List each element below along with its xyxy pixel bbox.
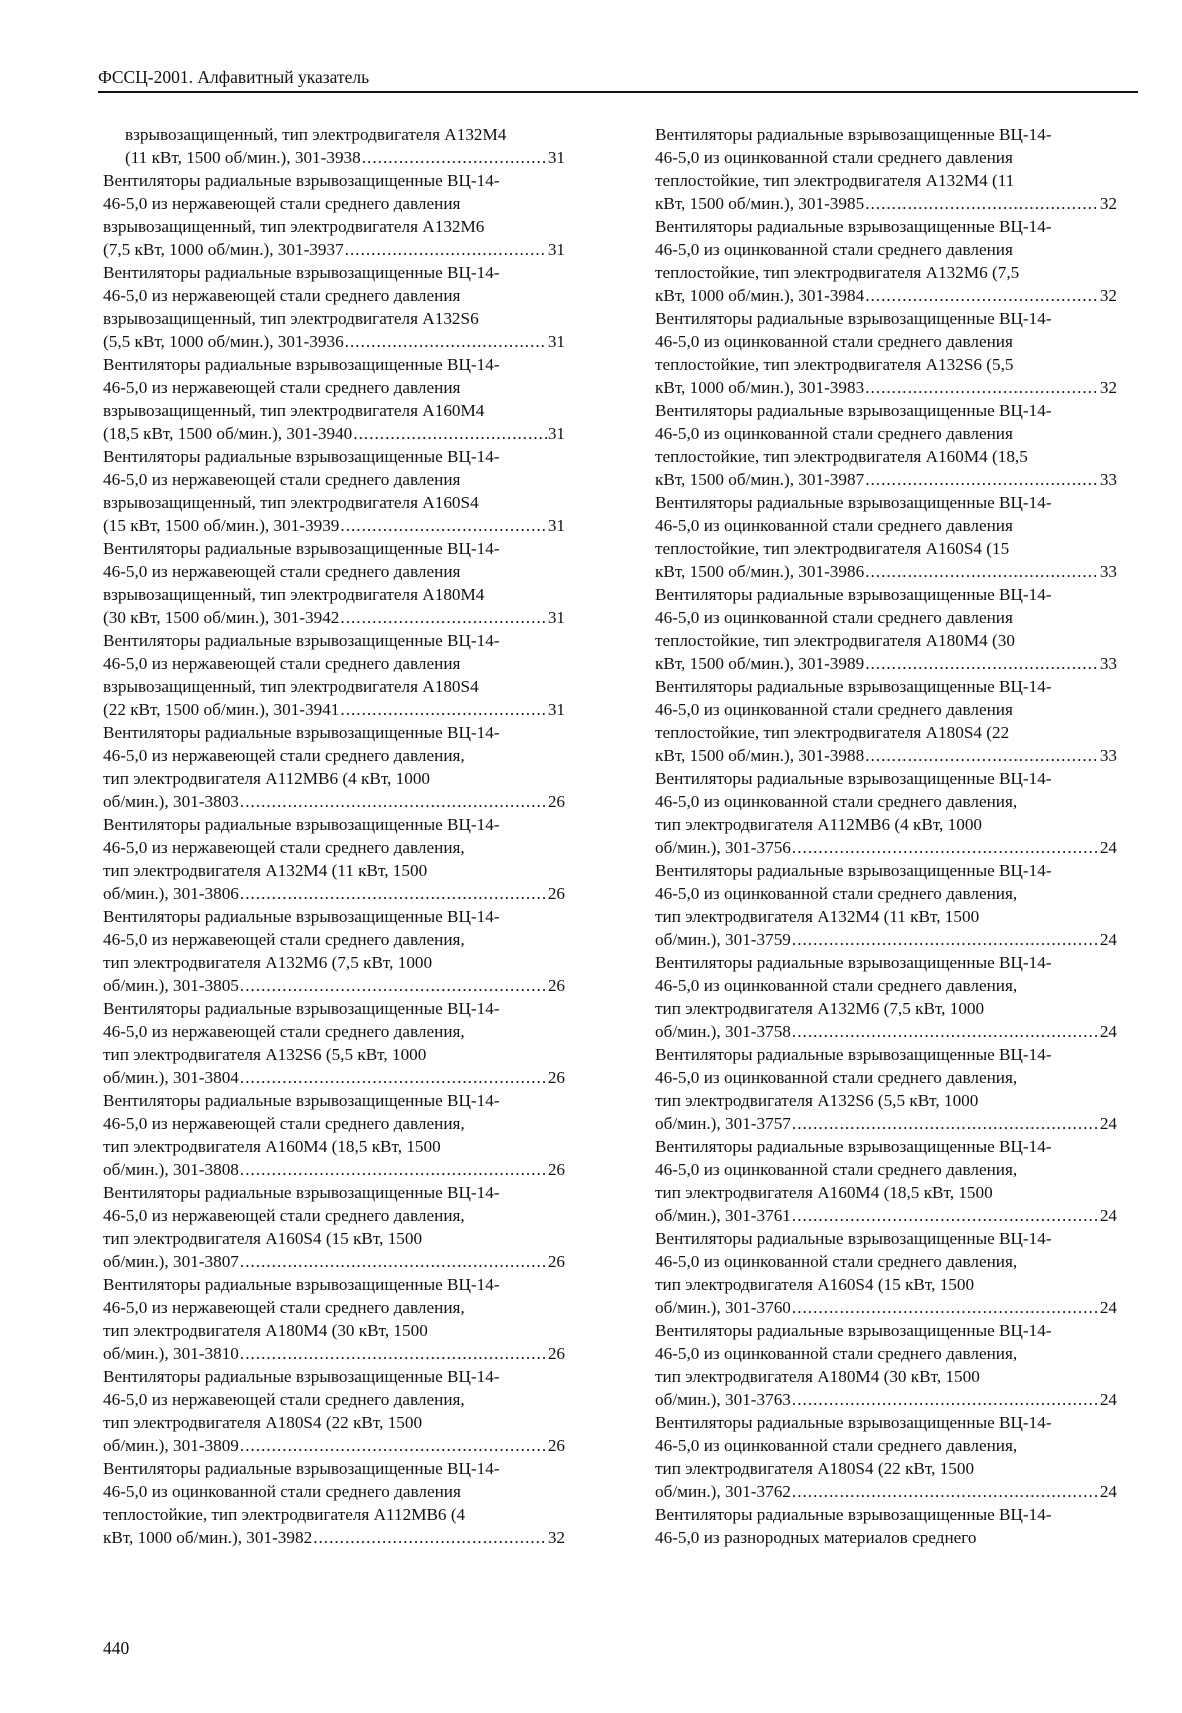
entry-locator-line: [655, 468, 1117, 491]
entry-code: об/мин.), 301-3757: [655, 1114, 791, 1133]
entry-code: об/мин.), 301-3758: [655, 1022, 791, 1041]
entry-page-ref: 31: [547, 240, 565, 259]
dot-leader: [345, 238, 547, 261]
entry-page-ref: 24: [1099, 1298, 1117, 1317]
entry-page-ref: 31: [547, 332, 565, 351]
entry-page-ref: 32: [1099, 378, 1117, 397]
dot-leader: [340, 606, 546, 629]
entry-text-line: 46-5,0 из оцинкованной стали среднего давления: [655, 148, 1013, 167]
entry-text-line: Вентиляторы радиальные взрывозащищенные ВЦ-14-: [103, 631, 500, 650]
entry-code: (5,5 кВт, 1000 об/мин.), 301-3936: [103, 332, 344, 351]
dot-leader: [792, 836, 1099, 859]
entry-text-line: 46-5,0 из оцинкованной стали среднего давления: [655, 424, 1013, 443]
entry-text-line: тип электродвигателя А112МВ6 (4 кВт, 1000: [103, 769, 431, 788]
index-entry: [103, 1181, 565, 1273]
entry-text-line: Вентиляторы радиальные взрывозащищенные ВЦ-14-: [655, 309, 1052, 328]
entry-text-line: Вентиляторы радиальные взрывозащищенные ВЦ-14-: [103, 263, 500, 282]
entry-locator-line: [103, 1250, 565, 1273]
entry-page-ref: 32: [1099, 286, 1117, 305]
entry-code: кВт, 1000 об/мин.), 301-3983: [655, 378, 865, 397]
entry-page-ref: 24: [1099, 1206, 1117, 1225]
index-column-right: [655, 123, 1117, 1549]
entry-text-line: тип электродвигателя А132М6 (7,5 кВт, 1000: [655, 999, 985, 1018]
entry-text-line: Вентиляторы радиальные взрывозащищенные ВЦ-14-: [103, 815, 500, 834]
entry-locator-line: [655, 1388, 1117, 1411]
entry-text-line: взрывозащищенный, тип электродвигателя А160М4: [103, 401, 485, 420]
index-entry: [655, 951, 1117, 1043]
entry-code: об/мин.), 301-3808: [103, 1160, 239, 1179]
entry-locator-line: [655, 652, 1117, 675]
entry-text-line: Вентиляторы радиальные взрывозащищенные ВЦ-14-: [655, 1413, 1052, 1432]
entry-text-line: 46-5,0 из разнородных материалов среднего: [655, 1528, 977, 1547]
index-entry: [655, 675, 1117, 767]
entry-page-ref: 26: [547, 976, 565, 995]
entry-text-line: 46-5,0 из оцинкованной стали среднего давления,: [655, 884, 1018, 903]
entry-text-line: тип электродвигателя А160S4 (15 кВт, 1500: [655, 1275, 975, 1294]
entry-code: об/мин.), 301-3763: [655, 1390, 791, 1409]
entry-page-ref: 31: [547, 148, 565, 167]
entry-locator-line: [103, 1066, 565, 1089]
entry-text-line: Вентиляторы радиальные взрывозащищенные ВЦ-14-: [103, 447, 500, 466]
entry-text-line: 46-5,0 из нержавеющей стали среднего давления: [103, 286, 461, 305]
dot-leader: [345, 330, 547, 353]
entry-code: об/мин.), 301-3760: [655, 1298, 791, 1317]
entry-page-ref: 33: [1099, 746, 1117, 765]
entry-page-ref: 32: [1099, 194, 1117, 213]
entry-text-line: Вентиляторы радиальные взрывозащищенные ВЦ-14-: [103, 907, 500, 926]
index-entry: [103, 721, 565, 813]
entry-text-line: Вентиляторы радиальные взрывозащищенные ВЦ-14-: [655, 1321, 1052, 1340]
entry-locator-line: [103, 698, 565, 721]
dot-leader: [313, 1526, 547, 1549]
entry-text-line: тип электродвигателя А180S4 (22 кВт, 1500: [655, 1459, 975, 1478]
entry-text-line: Вентиляторы радиальные взрывозащищенные ВЦ-14-: [655, 585, 1052, 604]
entry-locator-line: [655, 1296, 1117, 1319]
entry-text-line: теплостойкие, тип электродвигателя А112МВ6 (4: [103, 1505, 466, 1524]
entry-text-line: 46-5,0 из нержавеющей стали среднего давления,: [103, 1390, 465, 1409]
entry-page-ref: 24: [1099, 1114, 1117, 1133]
index-entry: [103, 997, 565, 1089]
entry-text-line: тип электродвигателя А132М4 (11 кВт, 1500: [103, 861, 428, 880]
entry-text-line: Вентиляторы радиальные взрывозащищенные ВЦ-14-: [103, 539, 500, 558]
dot-leader: [792, 1112, 1099, 1135]
entry-code: кВт, 1500 об/мин.), 301-3988: [655, 746, 865, 765]
entry-text-line: Вентиляторы радиальные взрывозащищенные ВЦ-14-: [103, 999, 500, 1018]
entry-code: кВт, 1000 об/мин.), 301-3984: [655, 286, 865, 305]
entry-text-line: тип электродвигателя А180М4 (30 кВт, 1500: [103, 1321, 428, 1340]
index-entry: [655, 215, 1117, 307]
entry-locator-line: [655, 836, 1117, 859]
entry-text-line: Вентиляторы радиальные взрывозащищенные ВЦ-14-: [655, 677, 1052, 696]
entry-text-line: 46-5,0 из оцинкованной стали среднего давления,: [655, 1436, 1018, 1455]
entry-text-line: 46-5,0 из оцинкованной стали среднего давления: [103, 1482, 461, 1501]
dot-leader: [792, 1480, 1099, 1503]
dot-leader: [792, 1020, 1099, 1043]
entry-text-line: 46-5,0 из оцинкованной стали среднего давления: [655, 240, 1013, 259]
entry-locator-line: [655, 192, 1117, 215]
entry-locator-line: [103, 1526, 565, 1549]
entry-text-line: 46-5,0 из нержавеющей стали среднего давления,: [103, 1114, 465, 1133]
entry-text-line: 46-5,0 из нержавеющей стали среднего давления,: [103, 838, 465, 857]
entry-page-ref: 26: [547, 1344, 565, 1363]
entry-text-line: Вентиляторы радиальные взрывозащищенные ВЦ-14-: [655, 401, 1052, 420]
entry-text-line: тип электродвигателя А132М6 (7,5 кВт, 1000: [103, 953, 433, 972]
index-entry: [103, 1273, 565, 1365]
entry-page-ref: 26: [547, 1068, 565, 1087]
entry-code: (7,5 кВт, 1000 об/мин.), 301-3937: [103, 240, 344, 259]
entry-text-line: 46-5,0 из нержавеющей стали среднего давления,: [103, 746, 465, 765]
dot-leader: [240, 882, 547, 905]
dot-leader: [240, 974, 547, 997]
entry-locator-line: [103, 514, 565, 537]
dot-leader: [865, 744, 1099, 767]
entry-text-line: Вентиляторы радиальные взрывозащищенные ВЦ-14-: [103, 171, 500, 190]
entry-text-line: Вентиляторы радиальные взрывозащищенные ВЦ-14-: [655, 1505, 1052, 1524]
entry-text-line: 46-5,0 из нержавеющей стали среднего давления,: [103, 1022, 465, 1041]
index-entry: [103, 1365, 565, 1457]
index-entry: [103, 813, 565, 905]
dot-leader: [865, 192, 1099, 215]
entry-locator-line: [103, 606, 565, 629]
dot-leader: [240, 790, 547, 813]
entry-text-line: 46-5,0 из оцинкованной стали среднего давления: [655, 608, 1013, 627]
entry-locator-line: [103, 1434, 565, 1457]
entry-text-line: тип электродвигателя А132М4 (11 кВт, 1500: [655, 907, 980, 926]
entry-page-ref: 26: [547, 792, 565, 811]
entry-text-line: Вентиляторы радиальные взрывозащищенные ВЦ-14-: [655, 953, 1052, 972]
entry-code: (11 кВт, 1500 об/мин.), 301-3938: [125, 148, 361, 167]
entry-page-ref: 26: [547, 884, 565, 903]
entry-page-ref: 24: [1099, 930, 1117, 949]
entry-text-line: тип электродвигателя А180М4 (30 кВт, 1500: [655, 1367, 980, 1386]
entry-text-line: Вентиляторы радиальные взрывозащищенные ВЦ-14-: [655, 1229, 1052, 1248]
entry-text-line: теплостойкие, тип электродвигателя А132М6 (7,5: [655, 263, 1020, 282]
entry-text-line: тип электродвигателя А160М4 (18,5 кВт, 1500: [655, 1183, 993, 1202]
entry-text-line: 46-5,0 из оцинкованной стали среднего давления,: [655, 792, 1018, 811]
index-entry: [655, 399, 1117, 491]
entry-page-ref: 32: [547, 1528, 565, 1547]
entry-code: об/мин.), 301-3759: [655, 930, 791, 949]
entry-text-line: 46-5,0 из нержавеющей стали среднего давления,: [103, 930, 465, 949]
entry-text-line: тип электродвигателя А112МВ6 (4 кВт, 1000: [655, 815, 983, 834]
entry-text-line: 46-5,0 из нержавеющей стали среднего давления,: [103, 1298, 465, 1317]
entry-code: об/мин.), 301-3804: [103, 1068, 239, 1087]
entry-text-line: Вентиляторы радиальные взрывозащищенные ВЦ-14-: [103, 355, 500, 374]
entry-text-line: взрывозащищенный, тип электродвигателя А180М4: [103, 585, 485, 604]
entry-text-line: Вентиляторы радиальные взрывозащищенные ВЦ-14-: [655, 769, 1052, 788]
entry-page-ref: 31: [547, 608, 565, 627]
entry-code: кВт, 1500 об/мин.), 301-3989: [655, 654, 865, 673]
entry-text-line: 46-5,0 из нержавеющей стали среднего давления: [103, 194, 461, 213]
entry-code: кВт, 1500 об/мин.), 301-3986: [655, 562, 865, 581]
dot-leader: [240, 1066, 547, 1089]
entry-text-line: 46-5,0 из оцинкованной стали среднего давления: [655, 332, 1013, 351]
entry-text-line: взрывозащищенный, тип электродвигателя А160S4: [103, 493, 479, 512]
entry-text-line: Вентиляторы радиальные взрывозащищенные ВЦ-14-: [655, 217, 1052, 236]
entry-locator-line: [655, 744, 1117, 767]
entry-code: (18,5 кВт, 1500 об/мин.), 301-3940: [103, 424, 353, 443]
entry-code: об/мин.), 301-3756: [655, 838, 791, 857]
entry-locator-line: [103, 1342, 565, 1365]
entry-text-line: взрывозащищенный, тип электродвигателя А132S6: [103, 309, 479, 328]
index-entry: [655, 1411, 1117, 1503]
index-entry: [103, 353, 565, 445]
entry-page-ref: 26: [547, 1252, 565, 1271]
dot-leader: [340, 698, 546, 721]
entry-code: об/мин.), 301-3810: [103, 1344, 239, 1363]
index-entry: [655, 491, 1117, 583]
entry-text-line: Вентиляторы радиальные взрывозащищенные ВЦ-14-: [103, 1091, 500, 1110]
entry-page-ref: 24: [1099, 838, 1117, 857]
index-entry: [103, 905, 565, 997]
page-number: 440: [103, 1638, 130, 1658]
entry-locator-line: [103, 790, 565, 813]
index-column-left: [103, 123, 565, 1549]
entry-code: об/мин.), 301-3761: [655, 1206, 791, 1225]
dot-leader: [865, 652, 1099, 675]
entry-locator-line: [103, 238, 565, 261]
entry-page-ref: 31: [547, 424, 565, 443]
entry-text-line: 46-5,0 из оцинкованной стали среднего давления: [655, 516, 1013, 535]
entry-text-line: тип электродвигателя А180S4 (22 кВт, 1500: [103, 1413, 423, 1432]
index-entry: [655, 1043, 1117, 1135]
entry-text-line: взрывозащищенный, тип электродвигателя А180S4: [103, 677, 479, 696]
header-title: ФССЦ-2001. Алфавитный указатель: [98, 67, 370, 87]
index-entry: [103, 1457, 565, 1549]
entry-code: (30 кВт, 1500 об/мин.), 301-3942: [103, 608, 340, 627]
entry-locator-line: [655, 1112, 1117, 1135]
entry-page-ref: 31: [547, 516, 565, 535]
entry-text-line: тип электродвигателя А132S6 (5,5 кВт, 1000: [103, 1045, 427, 1064]
entry-code: кВт, 1000 об/мин.), 301-3982: [103, 1528, 313, 1547]
entry-page-ref: 33: [1099, 654, 1117, 673]
dot-leader: [240, 1342, 547, 1365]
entry-text-line: Вентиляторы радиальные взрывозащищенные ВЦ-14-: [655, 1045, 1052, 1064]
dot-leader: [865, 468, 1099, 491]
entry-code: об/мин.), 301-3806: [103, 884, 239, 903]
entry-locator-line: [103, 330, 565, 353]
index-entry: [655, 859, 1117, 951]
entry-text-line: 46-5,0 из нержавеющей стали среднего давления: [103, 562, 461, 581]
entry-locator-line: [655, 928, 1117, 951]
entry-code: об/мин.), 301-3805: [103, 976, 239, 995]
entry-page-ref: 24: [1099, 1482, 1117, 1501]
entry-page-ref: 24: [1099, 1390, 1117, 1409]
entry-text-line: теплостойкие, тип электродвигателя А160S4 (15: [655, 539, 1010, 558]
entry-text-line: 46-5,0 из оцинкованной стали среднего давления,: [655, 1068, 1018, 1087]
entry-code: кВт, 1500 об/мин.), 301-3985: [655, 194, 865, 213]
entry-text-line: Вентиляторы радиальные взрывозащищенные ВЦ-14-: [103, 1183, 500, 1202]
dot-leader: [865, 284, 1099, 307]
entry-text-line: теплостойкие, тип электродвигателя А160М4 (18,5: [655, 447, 1028, 466]
dot-leader: [240, 1250, 547, 1273]
index-entry: [103, 1089, 565, 1181]
entry-page-ref: 26: [547, 1436, 565, 1455]
entry-locator-line: [655, 1480, 1117, 1503]
dot-leader: [865, 376, 1099, 399]
entry-text-line: Вентиляторы радиальные взрывозащищенные ВЦ-14-: [103, 723, 500, 742]
entry-locator-line: [655, 1020, 1117, 1043]
entry-text-line: 46-5,0 из нержавеющей стали среднего давления: [103, 378, 461, 397]
dot-leader: [865, 560, 1099, 583]
index-entry: [655, 767, 1117, 859]
index-entry: [655, 1319, 1117, 1411]
entry-code: (15 кВт, 1500 об/мин.), 301-3939: [103, 516, 340, 535]
dot-leader: [240, 1158, 547, 1181]
entry-code: об/мин.), 301-3762: [655, 1482, 791, 1501]
entry-page-ref: 26: [547, 1160, 565, 1179]
index-entry: [103, 445, 565, 537]
index-entry: [103, 261, 565, 353]
entry-text-line: Вентиляторы радиальные взрывозащищенные ВЦ-14-: [655, 125, 1052, 144]
entry-locator-line: [103, 422, 565, 445]
entry-text-line: теплостойкие, тип электродвигателя А180S4 (22: [655, 723, 1010, 742]
entry-code: об/мин.), 301-3803: [103, 792, 239, 811]
running-header: [98, 66, 1138, 93]
index-entry: [125, 123, 565, 169]
entry-page-ref: 33: [1099, 562, 1117, 581]
index-entry: [655, 307, 1117, 399]
entry-text-line: теплостойкие, тип электродвигателя А132S6 (5,5: [655, 355, 1014, 374]
entry-text-line: 46-5,0 из нержавеющей стали среднего давления: [103, 654, 461, 673]
dot-leader: [353, 422, 547, 445]
index-entry: [655, 1503, 1117, 1549]
entry-text-line: 46-5,0 из оцинкованной стали среднего давления,: [655, 1344, 1018, 1363]
entry-text-line: Вентиляторы радиальные взрывозащищенные ВЦ-14-: [103, 1367, 500, 1386]
entry-text-line: 46-5,0 из оцинкованной стали среднего давления: [655, 700, 1013, 719]
entry-locator-line: [103, 974, 565, 997]
entry-text-line: Вентиляторы радиальные взрывозащищенные ВЦ-14-: [103, 1459, 500, 1478]
entry-locator-line: [655, 560, 1117, 583]
index-entry: [655, 1227, 1117, 1319]
entry-text-line: взрывозащищенный, тип электродвигателя А132М4: [125, 125, 507, 144]
entry-text-line: Вентиляторы радиальные взрывозащищенные ВЦ-14-: [655, 861, 1052, 880]
entry-text-line: Вентиляторы радиальные взрывозащищенные ВЦ-14-: [655, 493, 1052, 512]
entry-text-line: 46-5,0 из оцинкованной стали среднего давления,: [655, 1160, 1018, 1179]
index-entry: [103, 169, 565, 261]
dot-leader: [792, 1388, 1099, 1411]
entry-code: (22 кВт, 1500 об/мин.), 301-3941: [103, 700, 340, 719]
dot-leader: [340, 514, 546, 537]
entry-text-line: 46-5,0 из оцинкованной стали среднего давления,: [655, 976, 1018, 995]
dot-leader: [792, 1296, 1099, 1319]
index-entry: [655, 583, 1117, 675]
dot-leader: [362, 146, 547, 169]
entry-text-line: тип электродвигателя А160S4 (15 кВт, 1500: [103, 1229, 423, 1248]
entry-text-line: тип электродвигателя А132S6 (5,5 кВт, 1000: [655, 1091, 979, 1110]
dot-leader: [240, 1434, 547, 1457]
entry-text-line: тип электродвигателя А160М4 (18,5 кВт, 1500: [103, 1137, 441, 1156]
entry-text-line: взрывозащищенный, тип электродвигателя А132М6: [103, 217, 485, 236]
entry-text-line: Вентиляторы радиальные взрывозащищенные ВЦ-14-: [655, 1137, 1052, 1156]
index-entry: [655, 123, 1117, 215]
index-entry: [103, 537, 565, 629]
index-entry: [103, 629, 565, 721]
index-entry: [655, 1135, 1117, 1227]
entry-code: об/мин.), 301-3809: [103, 1436, 239, 1455]
entry-page-ref: 24: [1099, 1022, 1117, 1041]
entry-text-line: теплостойкие, тип электродвигателя А132М4 (11: [655, 171, 1015, 190]
entry-text-line: Вентиляторы радиальные взрывозащищенные ВЦ-14-: [103, 1275, 500, 1294]
entry-text-line: теплостойкие, тип электродвигателя А180М4 (30: [655, 631, 1015, 650]
entry-text-line: 46-5,0 из нержавеющей стали среднего давления: [103, 470, 461, 489]
entry-page-ref: 31: [547, 700, 565, 719]
entry-locator-line: [103, 882, 565, 905]
entry-locator-line: [655, 376, 1117, 399]
entry-locator-line: [125, 146, 565, 169]
entry-code: кВт, 1500 об/мин.), 301-3987: [655, 470, 865, 489]
entry-locator-line: [103, 1158, 565, 1181]
dot-leader: [792, 928, 1099, 951]
entry-text-line: 46-5,0 из нержавеющей стали среднего давления,: [103, 1206, 465, 1225]
entry-text-line: 46-5,0 из оцинкованной стали среднего давления,: [655, 1252, 1018, 1271]
entry-page-ref: 33: [1099, 470, 1117, 489]
entry-code: об/мин.), 301-3807: [103, 1252, 239, 1271]
entry-locator-line: [655, 284, 1117, 307]
dot-leader: [792, 1204, 1099, 1227]
entry-locator-line: [655, 1204, 1117, 1227]
